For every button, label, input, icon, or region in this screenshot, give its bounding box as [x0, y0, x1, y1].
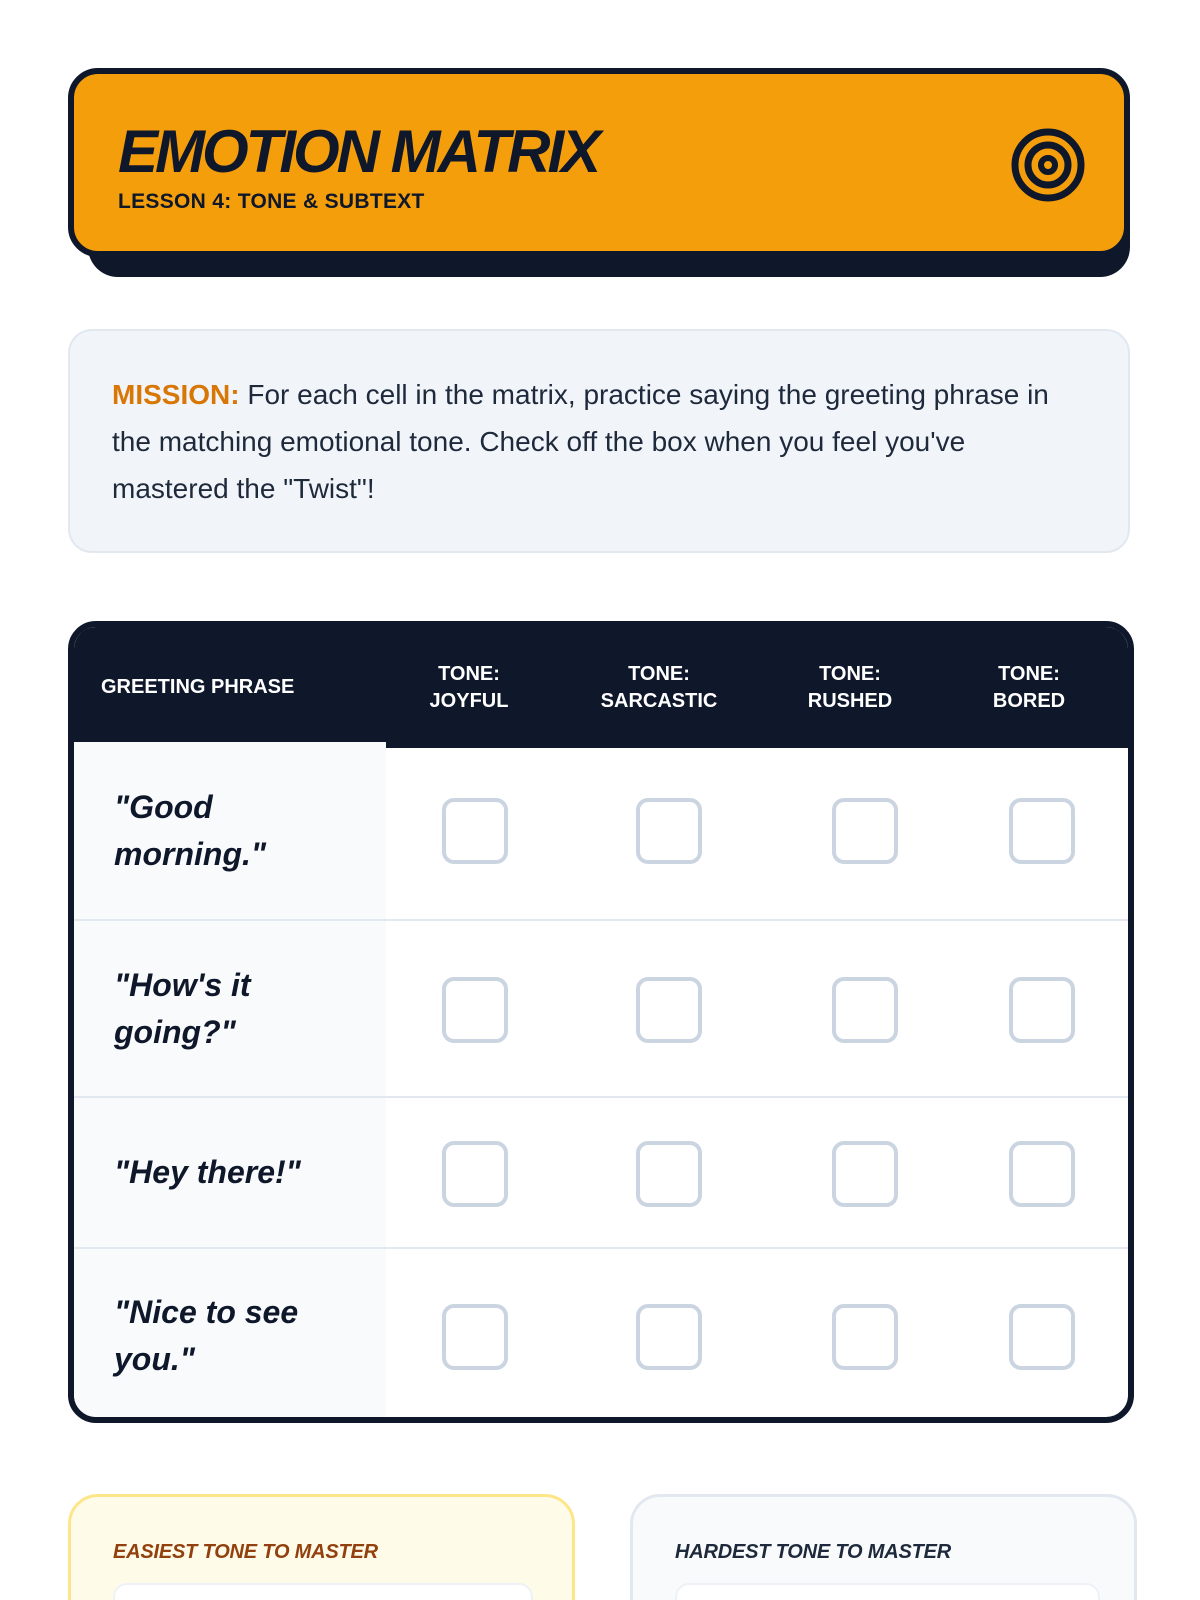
lesson-header — [68, 68, 1130, 277]
tone-checkbox[interactable] — [442, 1141, 508, 1207]
table-row — [74, 1247, 1128, 1422]
tone-checkbox[interactable] — [442, 798, 508, 864]
easiest-tone-label: EASIEST TONE TO MASTER — [113, 1541, 378, 1563]
tone-checkbox[interactable] — [832, 1304, 898, 1370]
mission-label: MISSION: — [112, 379, 240, 410]
lesson-subtitle: LESSON 4: TONE & SUBTEXT — [118, 190, 425, 213]
tone-checkbox[interactable] — [636, 977, 702, 1043]
column-header-greeting-phrase: GREETING PHRASE — [101, 676, 295, 698]
tone-checkbox[interactable] — [1009, 798, 1075, 864]
greeting-phrase-cell: "Good morning." — [74, 742, 386, 919]
tone-checkbox[interactable] — [442, 977, 508, 1043]
tone-checkbox[interactable] — [832, 1141, 898, 1207]
table-row — [74, 919, 1128, 1096]
tone-checkbox[interactable] — [636, 1141, 702, 1207]
easiest-tone-card — [68, 1494, 575, 1600]
tone-checkbox[interactable] — [1009, 1304, 1075, 1370]
emotion-matrix-table — [68, 621, 1134, 1423]
greeting-phrase-cell: "How's it going?" — [74, 921, 386, 1096]
page-title: EMOTION MATRIX — [118, 118, 599, 185]
tone-checkbox[interactable] — [442, 1304, 508, 1370]
mission-instructions: For each cell in the matrix, practice saying the greeting phrase in the matching emotional tone. Check off the box when you feel you've mastered the "Twist"! — [112, 379, 1049, 504]
table-row — [74, 1096, 1128, 1247]
hardest-tone-label: HARDEST TONE TO MASTER — [675, 1541, 951, 1563]
tone-checkbox[interactable] — [832, 798, 898, 864]
tone-checkbox[interactable] — [636, 798, 702, 864]
mission-text — [112, 371, 1088, 512]
header-card — [68, 68, 1130, 257]
tone-checkbox[interactable] — [1009, 977, 1075, 1043]
column-header-tone-sarcastic: TONE: SARCASTIC — [600, 662, 718, 712]
column-header-tone-rushed: TONE: RUSHED — [807, 662, 893, 712]
column-header-tone-bored: TONE: BORED — [992, 662, 1066, 712]
column-header-tone-joyful: TONE: JOYFUL — [429, 662, 509, 712]
easiest-tone-input[interactable] — [113, 1583, 533, 1600]
tone-checkbox[interactable] — [1009, 1141, 1075, 1207]
hardest-tone-input[interactable] — [675, 1583, 1100, 1600]
greeting-phrase-cell: "Hey there!" — [74, 1098, 386, 1247]
greeting-phrase-cell: "Nice to see you." — [74, 1249, 386, 1422]
mission-box — [68, 329, 1130, 553]
tone-checkbox[interactable] — [636, 1304, 702, 1370]
table-header — [74, 627, 1128, 748]
table-row — [74, 742, 1128, 919]
hardest-tone-card — [630, 1494, 1137, 1600]
target-icon — [1010, 127, 1086, 203]
tone-checkbox[interactable] — [832, 977, 898, 1043]
